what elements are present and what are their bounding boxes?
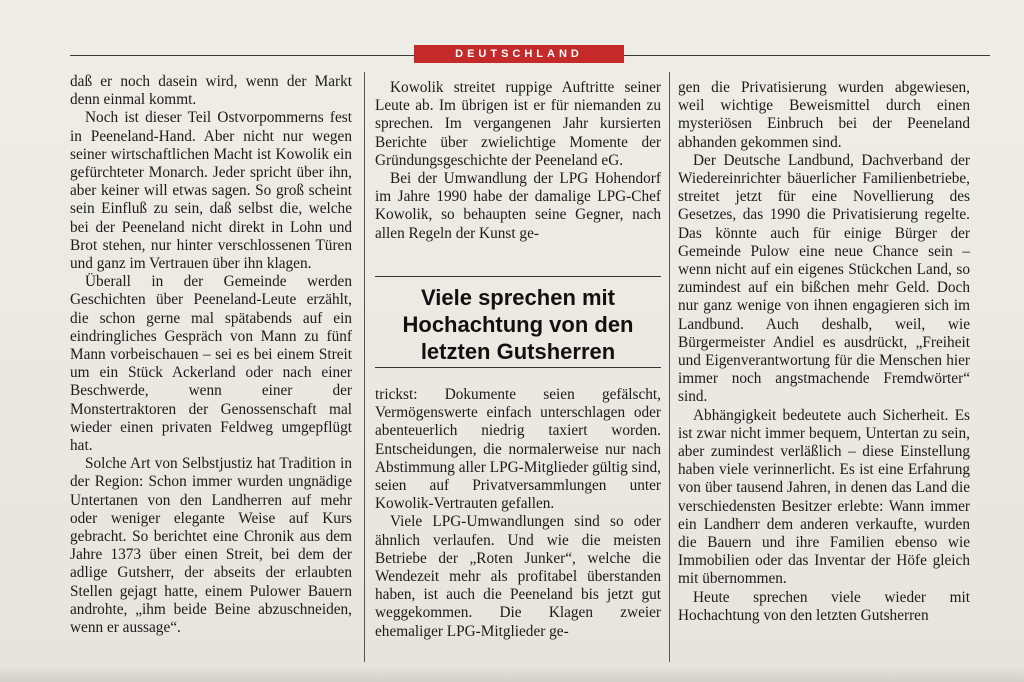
paragraph: Noch ist dieser Teil Ostvorpommerns fest in Peeneland-Hand. Aber nicht nur wegen seiner wirtschaftlichen Macht ist Kowolik ein gefürchteter Monarch. Jeder spricht über ihn, aber keiner will etwas sagen. So groß scheint sein Einfluß zu sein, daß selbst die, welche bei der Peeneland nicht direkt in Lohn und Brot stehen, nur hinter verschlossenen Türen und ganz im Vertrauen über ihn klagen. bbox=[70, 109, 352, 273]
headline-rule-top bbox=[375, 276, 661, 277]
paragraph: Heute sprechen viele wieder mit Hochachtung von den letzten Gutsherren bbox=[678, 588, 970, 624]
headline-rule-bottom bbox=[375, 367, 661, 368]
article-column-3 bbox=[678, 79, 970, 625]
page-fold-shadow bbox=[0, 666, 1024, 682]
paragraph: Bei der Umwandlung der LPG Hohendorf im Jahre 1990 habe der damalige LPG-Chef Kowolik, so behaupten seine Gegner, nach allen Regeln der Kunst ge- bbox=[375, 170, 661, 242]
paragraph: Überall in der Gemeinde werden Geschichten über Peeneland-Leute erzählt, die schon gerne mal spätabends auf ein eindringliches Gespräch von Mann zu fünf Mann vorbeischauen – sei es bei einem Streit um ein Stück Ackerland oder nach einer Beschwerde, wenn einer der Monstertraktoren der Genossenschaft mal wieder einen privaten Feldweg umgepflügt hat. bbox=[70, 273, 352, 455]
paragraph: Abhängigkeit bedeutete auch Sicherheit. Es ist zwar nicht immer bequem, Untertan zu sein, aber zumindest verläßlich – diese Einstellung haben viele verinnerlicht. Es ist eine Erfahrung von über tausend Jahren, in denen das Land die verschiedensten Besitzer erlebte: Wann immer ein Landherr dem anderen verkaufte, wurden die Bauern und ihre Familien ebenso wie Immobilien oder das Inventar der Höfe gleich mit übernommen. bbox=[678, 406, 970, 588]
section-label: DEUTSCHLAND bbox=[414, 45, 624, 63]
article-column-2-bottom bbox=[375, 386, 661, 641]
paragraph: trickst: Dokumente seien gefälscht, Vermögenswerte einfach unterschlagen oder abenteuerlich niedrig taxiert worden. Entscheidungen, die normalerweise nur nach Abstimmung aller LPG-Mitglieder gültig sind, seien auf Privatversammlungen unter Kowolik-Vertrauten gefallen. bbox=[375, 386, 661, 513]
paragraph: Der Deutsche Landbund, Dachverband der Wiedereinrichter bäuerlicher Familienbetriebe, streitet jetzt für eine Novellierung des Gesetzes, das 1990 die Privatisierung regelte. Das könnte auch für einige Bürger der Gemeinde Pulow eine neue Chance sein – wenn nicht auf ein eigenes Stückchen Land, so zumindest auf ein bißchen mehr Geld. Doch nur ganz wenige von ihnen engagieren sich im Landbund. Auch deshalb, weil, wie Bürgermeister Andiel es ausdrückt, „Freiheit und Eigenverantwortung für die Menschen hier immer noch angstmachende Fremdwörter“ sind. bbox=[678, 151, 970, 406]
article-column-2-top bbox=[375, 79, 661, 243]
paragraph: Kowolik streitet ruppige Auftritte seiner Leute ab. Im übrigen ist er für niemanden zu sprechen. Im vergangenen Jahr kursierten Berichte über zwielichtige Momente der Gründungsgeschichte der Peeneland eG. bbox=[375, 79, 661, 169]
paragraph: daß er noch dasein wird, wenn der Markt denn einmal kommt. bbox=[70, 73, 352, 109]
paragraph: Solche Art von Selbstjustiz hat Tradition in der Region: Schon immer wurden ungnädige Untertanen von den Landherren auf mehr oder weniger elegante Weise auf Kurs gebracht. So berichtet eine Chronik aus dem Jahre 1373 über einen Streit, bei dem der adlige Gutsherr, der abseits der erlaubten Stellen gejagt hatte, einem Pulower Bauern androhte, „ihm beide Beine abzuschneiden, wenn er aussage“. bbox=[70, 455, 352, 637]
paragraph: Viele LPG-Umwandlungen sind so oder ähnlich verlaufen. Und wie die meisten Betriebe der „Roten Junker“, welche die Wendezeit mehr als profitabel überstanden haben, ist auch die Peeneland bis jetzt gut weggekommen. Die Klagen zweier ehemaliger LPG-Mitglieder ge- bbox=[375, 513, 661, 640]
column-divider bbox=[669, 72, 670, 662]
column-divider bbox=[364, 72, 365, 662]
article-column-1 bbox=[70, 73, 352, 637]
pull-quote-headline: Viele sprechen mit Hochachtung von den letzten Gutsherren bbox=[402, 285, 634, 364]
paragraph: gen die Privatisierung wurden abgewiesen, weil wichtige Beweismittel durch einen mysteriösen Einbruch bei der Peeneland abhanden gekommen sind. bbox=[678, 79, 970, 151]
